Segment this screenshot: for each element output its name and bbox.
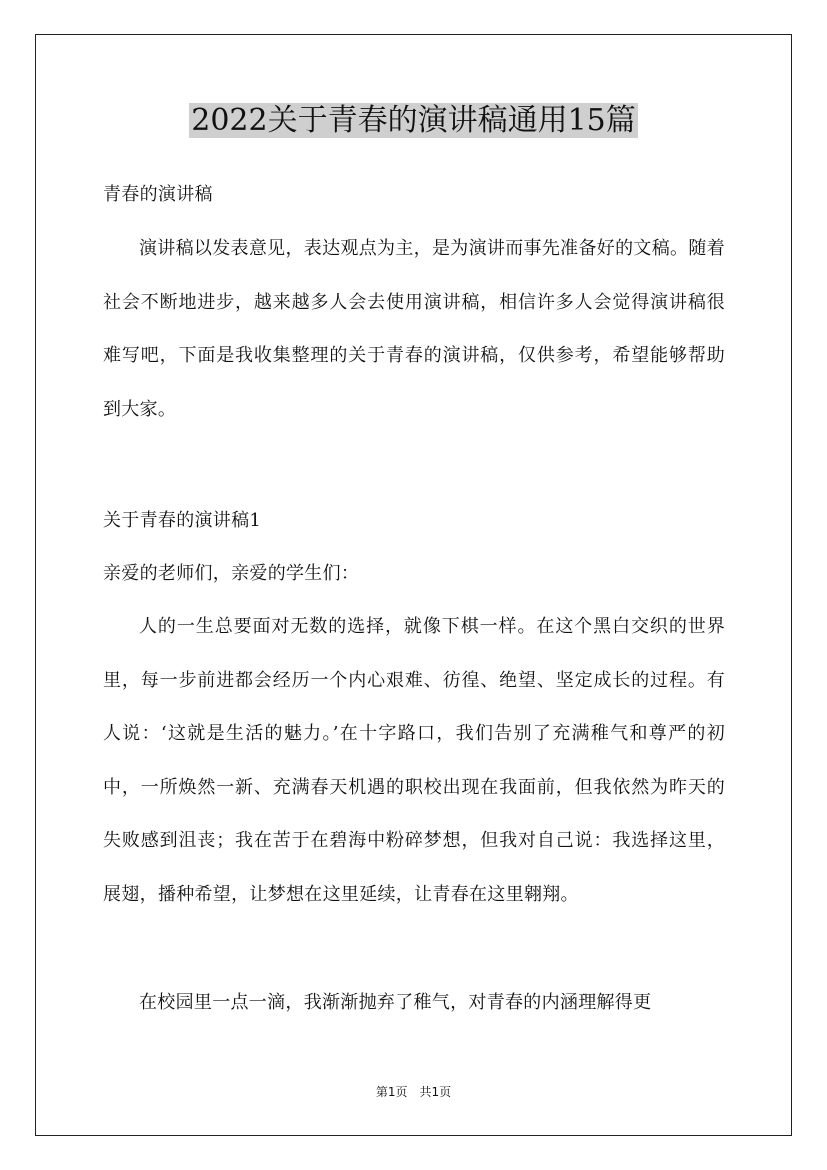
- intro-paragraph: 演讲稿以发表意见，表达观点为主，是为演讲而事先准备好的文稿。随着社会不断地进步，越来越多人会去使用演讲稿，相信许多人会觉得演讲稿很难写吧，下面是我收集整理的关于青春的演讲稿，仅供参考，希望能够帮助到大家。: [103, 238, 725, 420]
- document-title-text: 2022关于青春的演讲稿通用15篇: [191, 103, 636, 138]
- greeting-line: 亲爱的老师们，亲爱的学生们：: [103, 563, 360, 584]
- section-title: 关于青春的演讲稿1: [103, 510, 262, 531]
- body-paragraph-1: 人的一生总要面对无数的选择，就像下棋一样。在这个黑白交织的世界里，每一步前进都会经历一个内心艰难、彷徨、绝望、坚定成长的过程。有人说：‘这就是生活的魅力。’在十字路口，我们告别了充满稚气和尊严的初中，一所焕然一新、充满春天机遇的职校出现在我面前，但我依然为昨天的失败感到沮丧；我在苦于在碧海中粉碎梦想，但我对自己说：我选择这里，展翅，播种希望，让梦想在这里延续，让青春在这里翱翔。: [103, 616, 725, 905]
- document-subtitle: 青春的演讲稿: [103, 184, 213, 205]
- document-title: [0, 98, 827, 144]
- body-paragraph-2: 在校园里一点一滴，我渐渐抛弃了稚气，对青春的内涵理解得更: [139, 992, 652, 1013]
- page-footer: 第1页 共1页: [375, 1085, 452, 1099]
